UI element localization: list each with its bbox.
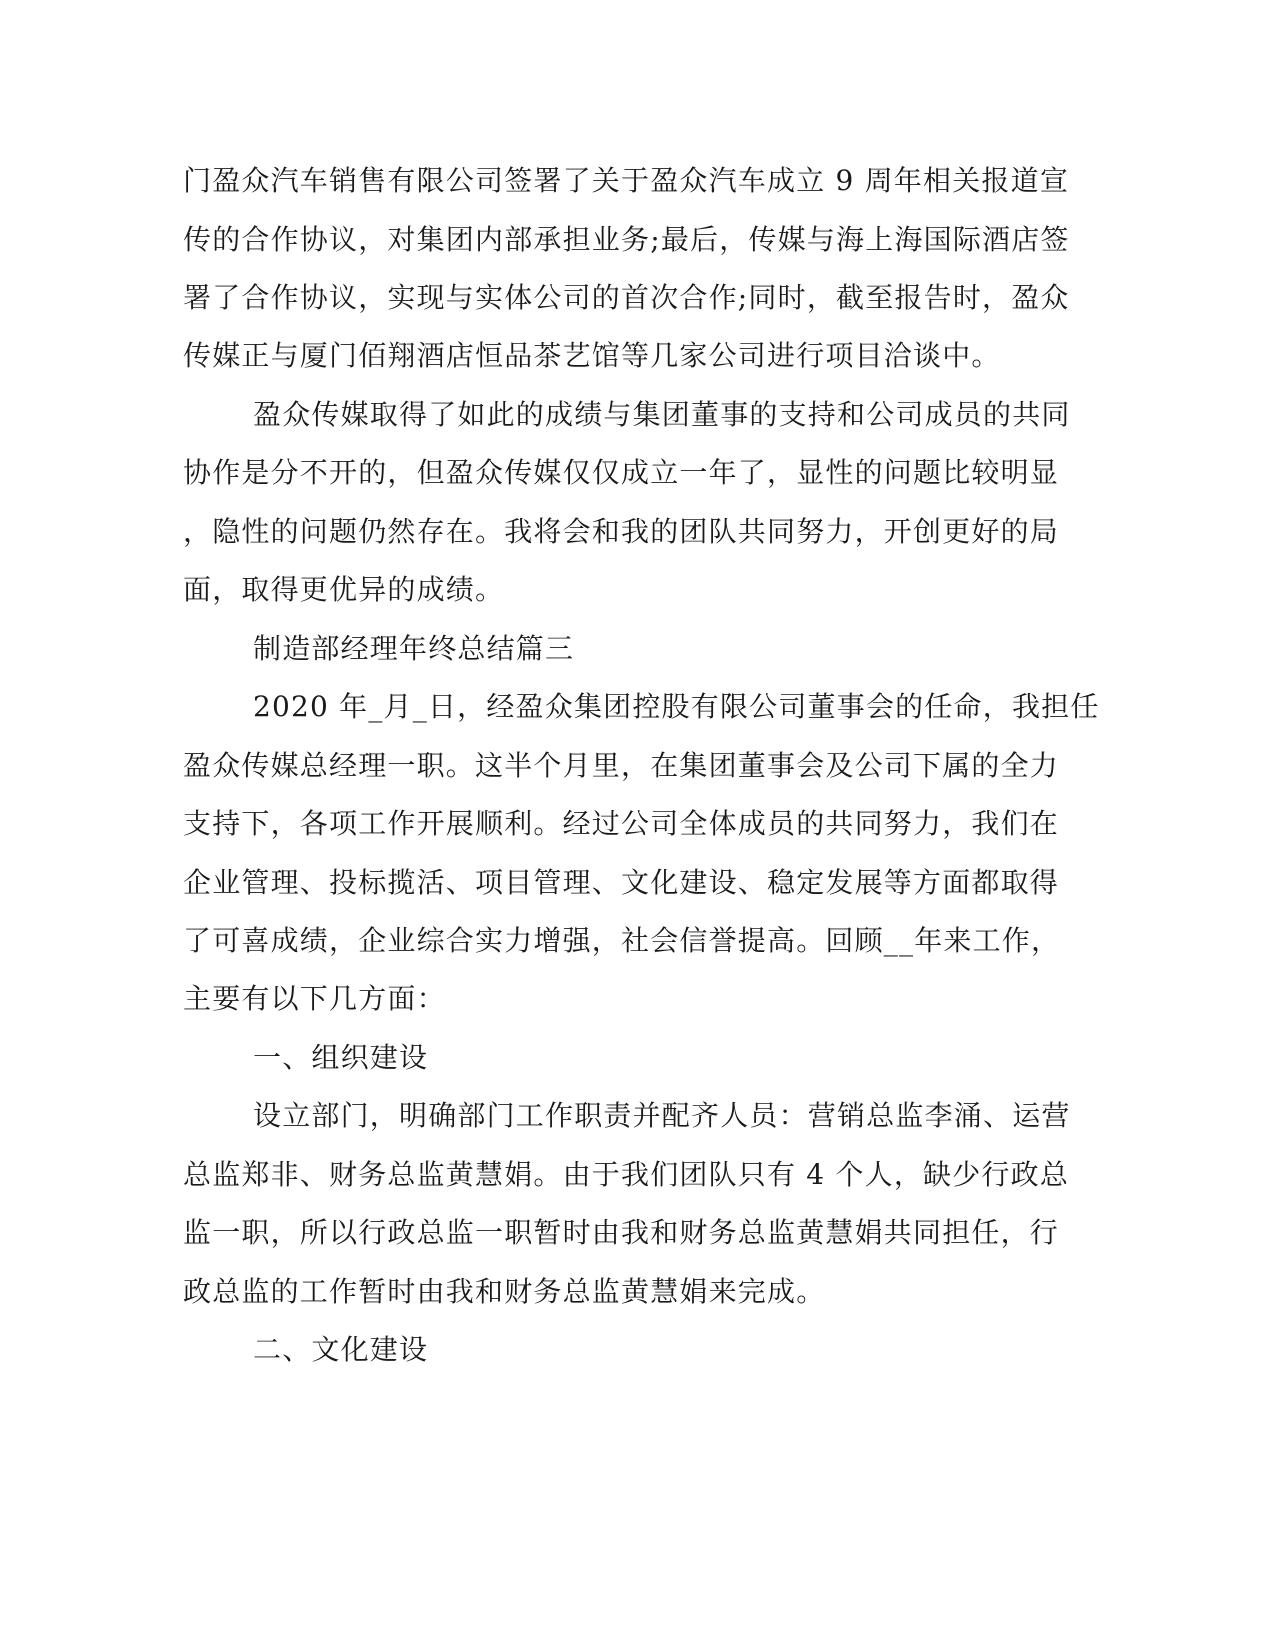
- paragraph-4-line: 总监郑非、财务总监黄慧娟。由于我们团队只有 4 个人，缺少行政总: [183, 1158, 1070, 1191]
- heading-organization: 一、组织建设: [253, 1041, 429, 1074]
- paragraph-1-line: 署了合作协议，实现与实体公司的首次合作;同时，截至报告时，盈众: [183, 281, 1070, 314]
- paragraph-2-line: 协作是分不开的，但盈众传媒仅仅成立一年了，显性的问题比较明显: [183, 456, 1060, 489]
- paragraph-1-line: 传的合作协议，对集团内部承担业务;最后，传媒与海上海国际酒店签: [183, 223, 1070, 256]
- paragraph-3-line: 主要有以下几方面：: [183, 982, 446, 1015]
- paragraph-4-line: 政总监的工作暂时由我和财务总监黄慧娟来完成。: [183, 1275, 826, 1308]
- paragraph-3-line: 2020 年_月_日，经盈众集团控股有限公司董事会的任命，我担任: [253, 690, 1100, 723]
- paragraph-2-line: 面，取得更优异的成绩。: [183, 573, 505, 606]
- paragraph-3-line: 企业管理、投标揽活、项目管理、文化建设、稳定发展等方面都取得: [183, 866, 1060, 899]
- paragraph-2-line: ，隐性的问题仍然存在。我将会和我的团队共同努力，开创更好的局: [183, 515, 1060, 548]
- heading-culture: 二、文化建设: [253, 1333, 429, 1366]
- paragraph-2-line: 盈众传媒取得了如此的成绩与集团董事的支持和公司成员的共同: [253, 398, 1071, 431]
- paragraph-3-line: 了可喜成绩，企业综合实力增强，社会信誉提高。回顾__年来工作，: [183, 924, 1061, 957]
- section-title: 制造部经理年终总结篇三: [253, 632, 575, 665]
- paragraph-4-line: 设立部门，明确部门工作职责并配齐人员：营销总监李涌、运营: [253, 1099, 1071, 1132]
- paragraph-4-line: 监一职，所以行政总监一职暂时由我和财务总监黄慧娟共同担任，行: [183, 1216, 1060, 1249]
- paragraph-3-line: 盈众传媒总经理一职。这半个月里，在集团董事会及公司下属的全力: [183, 749, 1060, 782]
- paragraph-1-line: 门盈众汽车销售有限公司签署了关于盈众汽车成立 9 周年相关报道宣: [183, 164, 1070, 197]
- paragraph-3-line: 支持下，各项工作开展顺利。经过公司全体成员的共同努力，我们在: [183, 807, 1060, 840]
- paragraph-1-line: 传媒正与厦门佰翔酒店恒品茶艺馆等几家公司进行项目洽谈中。: [183, 339, 1001, 372]
